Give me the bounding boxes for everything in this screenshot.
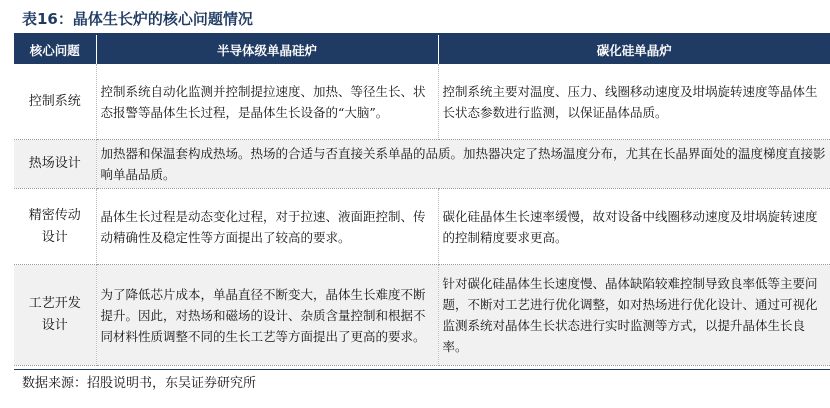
sic-cell: 控制系统主要对温度、压力、线圈移动速度及坩埚旋转速度等晶体生长状态参数进行监测，以保证晶体品质。 — [438, 64, 830, 140]
bottom-rule — [14, 369, 830, 370]
issue-label: 精密传动设计 — [28, 207, 81, 245]
sic-cell: 碳化硅晶体生长速率缓慢，故对设备中线圈移动速度及坩埚旋转速度的控制精度要求更高。 — [438, 189, 830, 265]
issue-cell: 热场设计 — [14, 140, 96, 189]
issues-table — [14, 35, 830, 366]
issue-cell — [14, 265, 96, 366]
table-row — [14, 189, 830, 265]
sic-cell: 针对碳化硅晶体生长速度慢、晶体缺陷较难控制导致良率低等主要问题，不断对工艺进行优化调整，如对热场进行优化设计、通过可视化监测系统对晶体生长状态进行实时监测等方式，以提升晶体生长良率。 — [438, 265, 830, 366]
semiconductor-cell: 为了降低芯片成本，单晶直径不断变大，晶体生长难度不断提升。因此，对热场和磁场的设计、杂质含量控制和根据不同材料性质调整不同的生长工艺等方面提出了更高的要求。 — [96, 265, 438, 366]
table-row — [14, 64, 830, 140]
table-title: 表16：晶体生长炉的核心问题情况 — [22, 10, 253, 28]
table-row — [14, 140, 830, 189]
table-header-row — [14, 35, 830, 64]
semiconductor-cell: 晶体生长过程是动态变化过程，对于拉速、液面距控制、传动精确性及稳定性等方面提出了较高的要求。 — [96, 189, 438, 265]
merged-cell: 加热器和保温套构成热场。热场的合适与否直接关系单晶的品质。加热器决定了热场温度分布，尤其在长晶界面处的温度梯度直接影响单晶品质。 — [96, 140, 830, 189]
header-core-issue: 核心问题 — [14, 35, 96, 64]
semiconductor-cell: 控制系统自动化监测并控制提拉速度、加热、等径生长、状态报警等晶体生长过程，是晶体生长设备的“大脑”。 — [96, 64, 438, 140]
issue-label: 工艺开发设计 — [28, 296, 81, 333]
header-semiconductor-furnace: 半导体级单晶硅炉 — [96, 35, 438, 64]
issue-cell — [14, 189, 96, 265]
table-row — [14, 265, 830, 366]
data-source: 数据来源：招股说明书，东吴证券研究所 — [22, 376, 257, 391]
issue-cell: 控制系统 — [14, 64, 96, 140]
header-sic-furnace: 碳化硅单晶炉 — [438, 35, 830, 64]
